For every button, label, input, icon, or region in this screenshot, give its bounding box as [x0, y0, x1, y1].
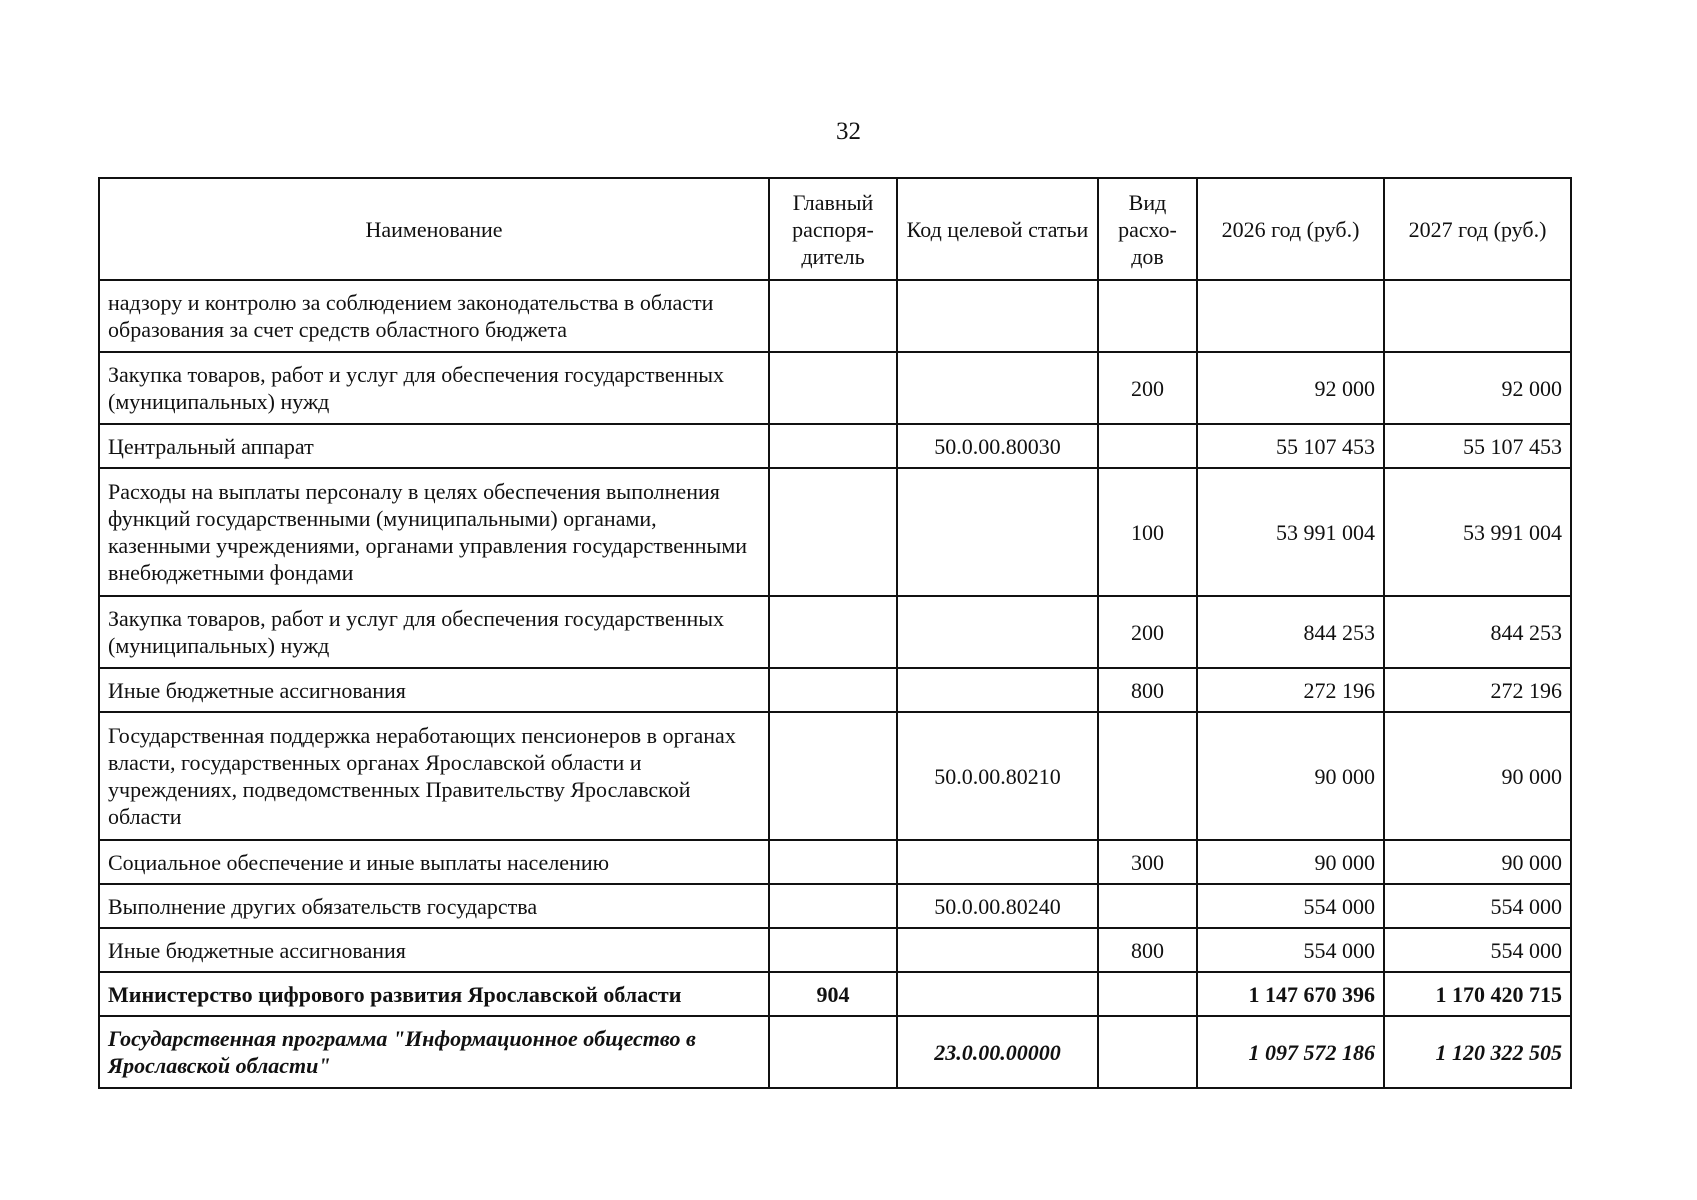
- cell-distributor: [769, 928, 897, 972]
- cell-2026: 272 196: [1197, 668, 1384, 712]
- table-row: [99, 352, 1571, 424]
- table-row: [99, 280, 1571, 352]
- cell-distributor: [769, 280, 897, 352]
- cell-code: [897, 840, 1098, 884]
- table-row: [99, 668, 1571, 712]
- header-2027: 2027 год (руб.): [1384, 178, 1571, 280]
- cell-expense-type: 200: [1098, 596, 1197, 668]
- cell-2026: 554 000: [1197, 928, 1384, 972]
- cell-2027: 55 107 453: [1384, 424, 1571, 468]
- cell-name: Государственная программа "Информационное общество в Ярославской области": [99, 1016, 769, 1088]
- table-header-row: [99, 178, 1571, 280]
- cell-distributor: [769, 468, 897, 596]
- cell-2026: [1197, 280, 1384, 352]
- cell-2027: 272 196: [1384, 668, 1571, 712]
- cell-2026: 844 253: [1197, 596, 1384, 668]
- cell-distributor: [769, 668, 897, 712]
- cell-code: 50.0.00.80210: [897, 712, 1098, 840]
- cell-distributor: [769, 1016, 897, 1088]
- cell-distributor: 904: [769, 972, 897, 1016]
- table-row: [99, 928, 1571, 972]
- table-row: [99, 712, 1571, 840]
- cell-expense-type: [1098, 972, 1197, 1016]
- cell-name: Расходы на выплаты персоналу в целях обеспечения выполнения функций государственными (муниципальными) органами, казенными учреждениями, органами управления государственными внебюджетными фондами: [99, 468, 769, 596]
- header-name: Наименование: [99, 178, 769, 280]
- cell-2027: 554 000: [1384, 884, 1571, 928]
- table-row: [99, 1016, 1571, 1088]
- cell-code: [897, 280, 1098, 352]
- cell-2027: 554 000: [1384, 928, 1571, 972]
- cell-expense-type: 800: [1098, 928, 1197, 972]
- cell-2027: 53 991 004: [1384, 468, 1571, 596]
- table-row: [99, 972, 1571, 1016]
- cell-code: [897, 352, 1098, 424]
- cell-2027: [1384, 280, 1571, 352]
- page-number: 32: [836, 118, 861, 145]
- header-expense-type: Вид расхо-дов: [1098, 178, 1197, 280]
- header-distributor: Главный распоря-дитель: [769, 178, 897, 280]
- table-row: [99, 884, 1571, 928]
- table-row: [99, 596, 1571, 668]
- cell-expense-type: 300: [1098, 840, 1197, 884]
- cell-distributor: [769, 884, 897, 928]
- cell-name: Центральный аппарат: [99, 424, 769, 468]
- cell-2026: 554 000: [1197, 884, 1384, 928]
- cell-code: [897, 468, 1098, 596]
- cell-expense-type: [1098, 1016, 1197, 1088]
- cell-code: 23.0.00.00000: [897, 1016, 1098, 1088]
- cell-2026: 53 991 004: [1197, 468, 1384, 596]
- cell-2027: 90 000: [1384, 840, 1571, 884]
- table-row: [99, 840, 1571, 884]
- cell-distributor: [769, 596, 897, 668]
- cell-code: 50.0.00.80240: [897, 884, 1098, 928]
- cell-2027: 92 000: [1384, 352, 1571, 424]
- header-2026: 2026 год (руб.): [1197, 178, 1384, 280]
- cell-2026: 92 000: [1197, 352, 1384, 424]
- cell-name: надзору и контролю за соблюдением законодательства в области образования за счет средств областного бюджета: [99, 280, 769, 352]
- cell-name: Государственная поддержка неработающих пенсионеров в органах власти, государственных органах Ярославской области и учреждениях, подведомственных Правительству Ярославской области: [99, 712, 769, 840]
- table-row: [99, 424, 1571, 468]
- cell-expense-type: 100: [1098, 468, 1197, 596]
- cell-2026: 1 097 572 186: [1197, 1016, 1384, 1088]
- cell-code: [897, 972, 1098, 1016]
- cell-name: Иные бюджетные ассигнования: [99, 668, 769, 712]
- cell-name: Закупка товаров, работ и услуг для обеспечения государственных (муниципальных) нужд: [99, 352, 769, 424]
- cell-name: Социальное обеспечение и иные выплаты населению: [99, 840, 769, 884]
- cell-expense-type: [1098, 884, 1197, 928]
- cell-distributor: [769, 352, 897, 424]
- cell-code: [897, 596, 1098, 668]
- cell-2027: 1 120 322 505: [1384, 1016, 1571, 1088]
- cell-distributor: [769, 712, 897, 840]
- cell-name: Иные бюджетные ассигнования: [99, 928, 769, 972]
- cell-code: 50.0.00.80030: [897, 424, 1098, 468]
- cell-2027: 844 253: [1384, 596, 1571, 668]
- cell-2026: 55 107 453: [1197, 424, 1384, 468]
- header-code: Код целевой статьи: [897, 178, 1098, 280]
- table-row: [99, 468, 1571, 596]
- cell-code: [897, 928, 1098, 972]
- cell-expense-type: 800: [1098, 668, 1197, 712]
- cell-name: Министерство цифрового развития Ярославской области: [99, 972, 769, 1016]
- cell-expense-type: [1098, 712, 1197, 840]
- budget-table: [98, 177, 1572, 1089]
- cell-distributor: [769, 840, 897, 884]
- cell-expense-type: [1098, 424, 1197, 468]
- cell-code: [897, 668, 1098, 712]
- cell-distributor: [769, 424, 897, 468]
- cell-2027: 90 000: [1384, 712, 1571, 840]
- cell-2026: 1 147 670 396: [1197, 972, 1384, 1016]
- table-body: [99, 280, 1571, 1088]
- cell-name: Закупка товаров, работ и услуг для обеспечения государственных (муниципальных) нужд: [99, 596, 769, 668]
- cell-expense-type: 200: [1098, 352, 1197, 424]
- cell-2026: 90 000: [1197, 712, 1384, 840]
- cell-2026: 90 000: [1197, 840, 1384, 884]
- cell-expense-type: [1098, 280, 1197, 352]
- cell-name: Выполнение других обязательств государства: [99, 884, 769, 928]
- cell-2027: 1 170 420 715: [1384, 972, 1571, 1016]
